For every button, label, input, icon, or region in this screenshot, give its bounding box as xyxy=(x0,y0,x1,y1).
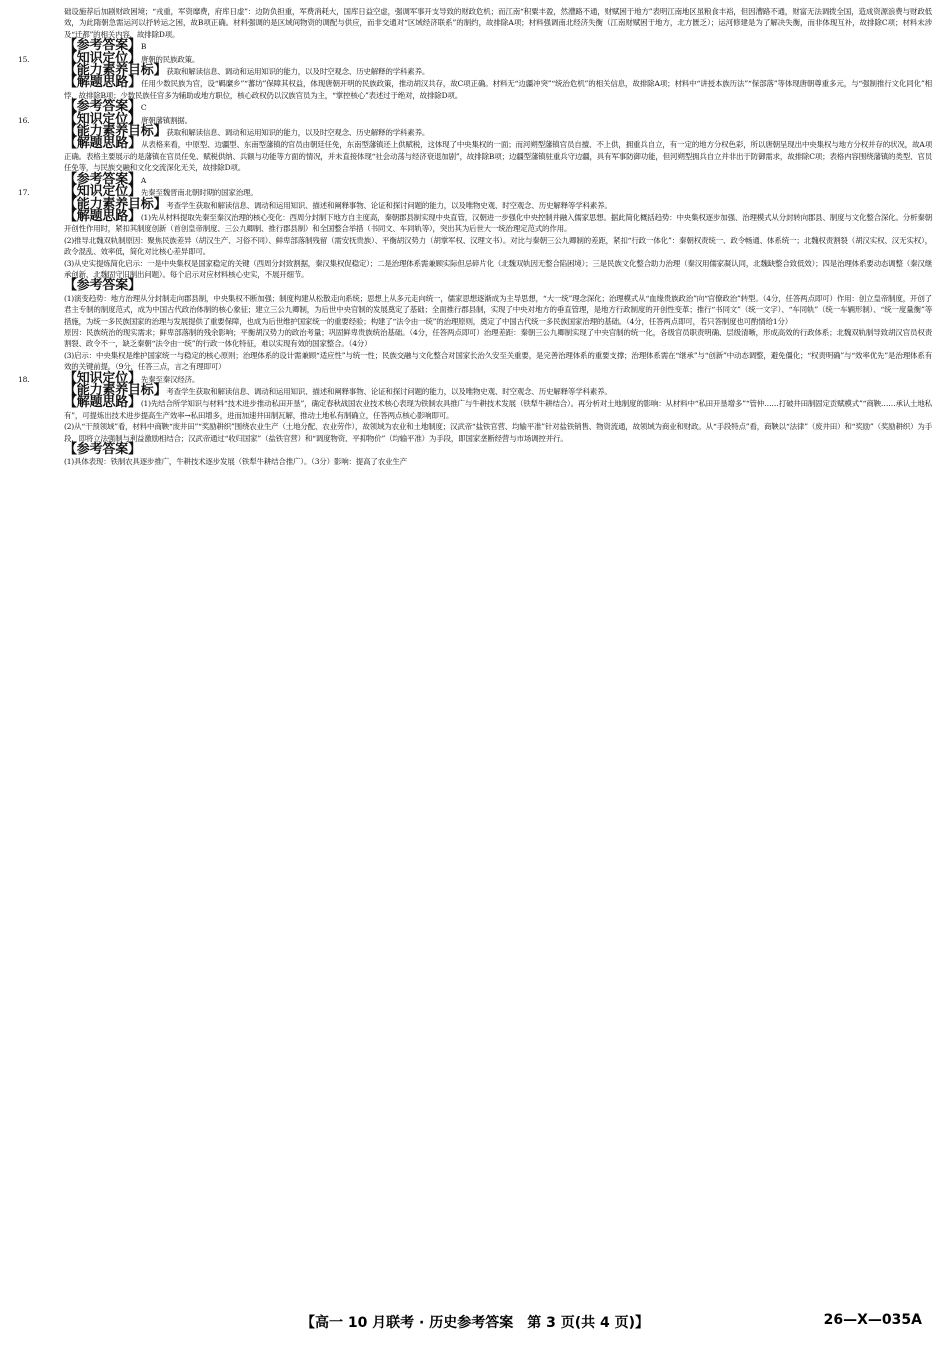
q17-answer-tag: 【参考答案】 xyxy=(64,278,141,294)
q17-analysis-3: (3)从史实提炼简化启示：一是中央集权是国家稳定的关键（西周分封致割据，秦汉集权促稳定）；二是治理体系需兼顾实际但忌碎片化（北魏双轨因无整合陷困境）；三是民族文化整合助力治理（秦汉用儒家凝认同，北魏缺整合致低效）；四是治理体系要动态调整（秦汉继承创新，北魏固守旧制出问题）。每个启示对应材料核心史实，不展开细节。 xyxy=(64,258,932,279)
q18-knowledge: 18. 【知识定位】先秦至秦汉经济。 xyxy=(18,370,200,386)
q17-analysis-2: (2)推导北魏双轨制原因：聚焦民族差异（胡汉生产、习俗不同）、鲜卑部落制残留（需安抚贵族）、平衡胡汉势力（胡掌军权、汉理文书）。对比与秦朝三公九卿制的差距，紧扣“行政一体化”：秦朝权责统一、政令畅通、体系统一；北魏权责割裂（胡汉实权、汉无实权），政令混乱、效率低，简化对比核心差异即可。 xyxy=(64,235,932,257)
q14-answer xyxy=(18,40,932,52)
q15-analysis: 【解题思路】任用少数民族为官，设“羁縻乡”“蕃坊”保障其权益，体现唐朝开明的民族政策，推动胡汉共存，故C项正确。材料无“边疆冲突”“统治危机”的相关信息，故排除A项；材料中“讲授本族历法”“保部落”等体现唐朝尊重多元，与“强制推行文化同化”相悖，故排除B项；少数民族任官多为辅助或地方职位，核心政权仍以汉族官员为主，“掌控核心”表述过于绝对，故排除D项。 xyxy=(64,75,932,100)
question-17 xyxy=(18,186,932,373)
q15-knowledge: 15. 【知识定位】唐朝的民族政策。 xyxy=(18,50,200,66)
question-number: 17. xyxy=(18,188,30,198)
question-16 xyxy=(18,111,932,187)
q17-answer-3: (3)启示：中央集权是维护国家统一与稳定的核心原则；治理体系的设计需兼顾“适应性”与统一性；民族交融与文化整合对国家长治久安至关重要，是完善治理体系的重要支撑；治理体系需在“继承”与“创新”中动态调整，避免僵化；“权责明确”与“效率优先”是治理体系有效的关键前提。（9分，任答三点，言之有理即可） xyxy=(64,350,932,372)
page-footer xyxy=(0,1306,950,1336)
q18-analysis-1: 【解题思路】(1)先结合所学知识与材料“技术进步推动私田开垦”，确定春秋战国农业技术核心表现为铁制农具推广与牛耕技术发展（铁犁牛耕结合）。再分析对土地制度的影响：从材料中“私田开垦增多”“管仲……打破井田制固定贡赋模式”“商鞅……承认土地私有”，可提炼出技术进步提高生产效率→私田增多，进而加速井田制瓦解，推动土地私有制确立，任答两点核心影响即可。 xyxy=(64,395,932,420)
q17-knowledge: 17. 【知识定位】先秦至魏晋南北朝时期的国家治理。 xyxy=(18,184,258,200)
question-18 xyxy=(18,370,932,468)
q15-ability: 【能力素养目标】获取和解读信息、调动和运用知识的能力，以及时空观念、历史解释的学科素养。 xyxy=(64,63,430,79)
q16-answer: 【参考答案】A xyxy=(64,171,147,187)
question-15 xyxy=(18,50,932,115)
q17-analysis-1: 【解题思路】(1)先从材料提取先秦至秦汉治理的核心变化：西周分封制下地方自主度高，秦朝郡县制实现中央直管，汉朝进一步强化中央控制并融入儒家思想。据此简化概括趋势：中央集权逐步加强、治理模式从分封转向郡县、制度与文化整合深化。分析秦朝开创性作用时，紧扣其制度创新（首创皇帝制度、三公九卿制、推行郡县制）和全国整合举措（书同文、车同轨等），突出其为后世大一统治理定范式的作用。 xyxy=(64,208,932,234)
q18-answer-tag: 【参考答案】 xyxy=(64,442,141,458)
q16-knowledge: 16. 【知识定位】唐朝藩镇割据。 xyxy=(18,111,192,127)
q16-ability: 【能力素养目标】获取和解读信息、调动和运用知识的能力，以及时空观念、历史解释的学科素养。 xyxy=(64,124,430,140)
q18-ability: 【能力素养目标】考查学生获取和解读信息、调动和运用知识、描述和阐释事物、论证和探讨问题的能力，以及唯物史观、时空观念、历史解释等学科素养。 xyxy=(64,383,612,398)
footer-title: 【高一 10 月联考 · 历史参考答案 第 3 页(共 4 页)】 xyxy=(300,1315,650,1331)
question-number: 18. xyxy=(18,374,30,384)
q15-answer: 【参考答案】C xyxy=(64,99,147,115)
q14-body: 础设施荐后加剧财政困境；“戎重，军资靡费，府库日虚”：边防负担重，军费消耗大，国库日益空虚，强调军事开支导致的财政危机；而江南“积粟丰盈，然漕路不通，财赋困于地方”表明江南地区虽粮食丰裕，但因漕路不通，财富无法调拨全国，造成资源浪费与财政低效，为此隋朝急需运河以抒转运之困，故B项正确。材料强调的是区域间物资的调配与供应，而非交通对“区域经济联系”的制约，故排除A项；材料强调南北经济失衡（江南财赋困于地方，北方匮乏）；运河修建是为了解决失衡，而非体现互补，故排除C项；材料未涉及“迁都”的相关内容，故排除D项。 xyxy=(64,7,932,39)
answer-value: B xyxy=(140,42,147,52)
q16-analysis: 【解题思路】从表格来看，中原型、边疆型、东南型藩镇的官员由朝廷任免，东南型藩镇还上供赋税，这体现了中央集权的一面；而河朔型藩镇官员自擅、不上供，拥重兵自立，有一定的地方分权色彩，所以唐朝呈现出中央集权与地方分权并存的状况，故A项正确。表格主要展示的是藩镇在官员任免、赋税供纳、兵额与功能等方面的情况，并未直接体现“社会动荡与经济衰退加剧”，故排除B项；边疆型藩镇驻重兵守边疆，具有军事防御功能，但河朔型拥兵自立并非出于防御需求，故排除C项；表格内容围绕藩镇的类型、官员任免等，与民族交融和文化交流深化无关，故排除D项。 xyxy=(64,136,932,173)
question-14-continuation xyxy=(18,6,932,53)
q18-answer-1: (1)具体表现：铁制农具逐步推广，牛耕技术逐步发展（铁犁牛耕结合推广）。（3分）影响：提高了农业生产 xyxy=(64,457,407,467)
q17-answer-2: 原因：民族统治的现实需求；鲜卑部落制的残余影响；平衡胡汉势力的政治考量；巩固鲜卑贵族统治基础。（4分，任答两点即可）治理差距：秦朝三公九卿制实现了中央官制的统一化，各级官员职责明确、层级清晰，形成高效的行政体系；北魏双轨制导致胡汉官员权责割裂、政令不一，缺乏秦朝“法令由一统”的行政一体化特征，难以实现有效的国家整合。（4分） xyxy=(64,327,932,349)
document-code: 26—X—035A xyxy=(823,1312,922,1328)
answer-tag: 【参考答案】 xyxy=(64,38,141,54)
question-number: 15. xyxy=(18,54,30,64)
q18-analysis-2: (2)从“干预领域”看，材料中商鞅“废井田”“奖励耕织”围绕农业生产（土地分配、农业劳作），故领域为农业和土地制度；汉武帝“盐铁官营、均输平准”针对盐铁销售、物资流通，故领域为商业和财政。从“手段特点”看，商鞅以“法律”（废井田）和“奖励”（奖励耕织）为手段，即将立法强制与利益激励相结合；汉武帝通过“收归国家”（盐铁官营）和“调度物资、平抑物价”（均输平准）为手段，即国家垄断经营与市场调控并行。 xyxy=(64,422,932,443)
q17-ability: 【能力素养目标】考查学生获取和解读信息、调动和运用知识、描述和阐释事物、论证和探讨问题的能力，以及唯物史观、时空观念、历史解释等学科素养。 xyxy=(64,196,612,212)
question-number: 16. xyxy=(18,115,30,125)
q17-answer-1: (1)演变趋势：地方治理从分封制走向郡县制，中央集权不断加强；制度构建从松散走向系统；思想上从多元走向统一，儒家思想逐渐成为主导思想，“大一统”理念深化；治理模式从“血缘贵族政治”向“官僚政治”转型。（4分，任答两点即可）作用：创立皇帝制度，开创了君主专制的制度范式，成为中国古代政治体制的核心象征；建立三公九卿制，为后世中央官制的发展奠定了基础；全面推行郡县制，实现了中央对地方的垂直管理，是地方行政制度的开创性变革；推行“书同文”（统一文字）、“车同轨”（统一车辆形制）、“统一度量衡”等措施，为统一多民族国家的治理与发展提供了重要保障，也成为后世维护国家统一的重要经验；构建了“法令由一统”的治理原则，奠定了中国古代统一多民族国家治理的基础。（4分，任答两点即可，若只答制度也可酌情给1分） xyxy=(64,293,932,326)
